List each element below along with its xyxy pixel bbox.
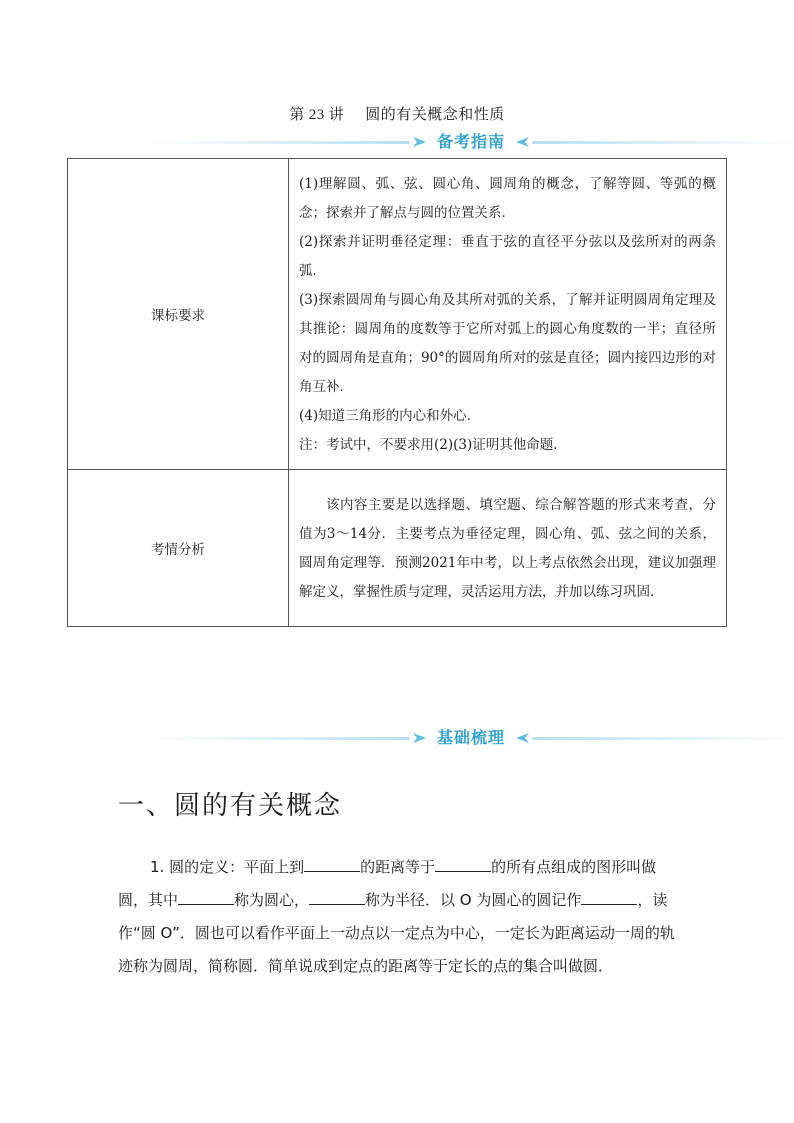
page-title bbox=[0, 103, 794, 124]
arrow-left-icon bbox=[514, 135, 530, 149]
requirement-line: (1)理解圆、弧、弦、圆心角、圆周角的概念，了解等圆、等弧的概念；探索并了解点与圆的位置关系． bbox=[299, 176, 716, 221]
lesson-number: 23 bbox=[308, 107, 325, 123]
guide-table bbox=[67, 158, 727, 627]
row-label: 考情分析 bbox=[68, 470, 289, 627]
table-row bbox=[68, 470, 727, 627]
row-content bbox=[289, 159, 727, 470]
requirement-line: (4)知道三角形的内心和外心． bbox=[299, 408, 481, 424]
section-heading: 一、圆的有关概念 bbox=[118, 791, 343, 821]
arrow-left-icon bbox=[514, 731, 530, 745]
fill-blank[interactable] bbox=[435, 870, 491, 872]
banner-line-left bbox=[148, 737, 410, 740]
item-number: 1. bbox=[150, 858, 165, 876]
fill-blank[interactable] bbox=[304, 870, 360, 872]
row-content bbox=[289, 470, 727, 627]
requirement-note: 注：考试中，不要求用(2)(3)证明其他命题． bbox=[299, 437, 567, 453]
requirement-line: (3)探索圆周角与圆心角及其所对弧的关系，了解并证明圆周角定理及其推论：圆周角的度数等于它所对弧上的圆心角度数的一半；直径所对的圆周角是直角；90°的圆周角所对的弦是直径；圆内接四边形的对角互补． bbox=[299, 292, 716, 395]
analysis-text: 该内容主要是以选择题、填空题、综合解答题的形式来考查，分值为3～14分．主要考点为垂径定理，圆心角、弧、弦之间的关系，圆周角定理等．预测2021年中考，以上考点依然会出现，建议加强理解定义，掌握性质与定理，灵活运用方法，并加以练习巩固． bbox=[299, 497, 716, 600]
banner-title: 基础梳理 bbox=[436, 728, 505, 747]
fill-blank[interactable] bbox=[581, 903, 637, 905]
definition-paragraph bbox=[118, 851, 678, 983]
lesson-title: 圆的有关概念和性质 bbox=[365, 105, 505, 123]
definition-text: 的所有点组成的图形叫做圆，其中 bbox=[118, 858, 657, 909]
fill-blank[interactable] bbox=[309, 903, 365, 905]
table-row bbox=[68, 159, 727, 470]
banner-title: 备考指南 bbox=[436, 132, 505, 151]
arrow-right-icon bbox=[412, 731, 428, 745]
definition-text: 称为圆心， bbox=[234, 891, 310, 909]
guide-banner bbox=[148, 131, 794, 153]
fill-blank[interactable] bbox=[178, 903, 234, 905]
lesson-prefix: 第 bbox=[289, 105, 305, 123]
lesson-suffix: 讲 bbox=[328, 105, 345, 123]
banner-line-right bbox=[532, 141, 794, 144]
row-label: 课标要求 bbox=[68, 159, 289, 470]
definition-text: 的距离等于 bbox=[360, 858, 436, 876]
definition-text: 圆的定义：平面上到 bbox=[169, 858, 305, 876]
basics-banner bbox=[148, 727, 794, 749]
banner-line-left bbox=[148, 141, 410, 144]
definition-text: ，读作“圆 O”．圆也可以看作平面上一动点以一定点为中心，一定长为距离运动一周的轨迹称为圆周，简称圆．简单说成到定点的距离等于定长的点的集合叫做圆． bbox=[118, 891, 675, 975]
requirement-line: (2)探索并证明垂径定理：垂直于弦的直径平分弦以及弦所对的两条弧． bbox=[299, 234, 716, 279]
definition-text: 称为半径．以 O 为圆心的圆记作 bbox=[365, 891, 582, 909]
banner-line-right bbox=[532, 737, 794, 740]
arrow-right-icon bbox=[412, 135, 428, 149]
